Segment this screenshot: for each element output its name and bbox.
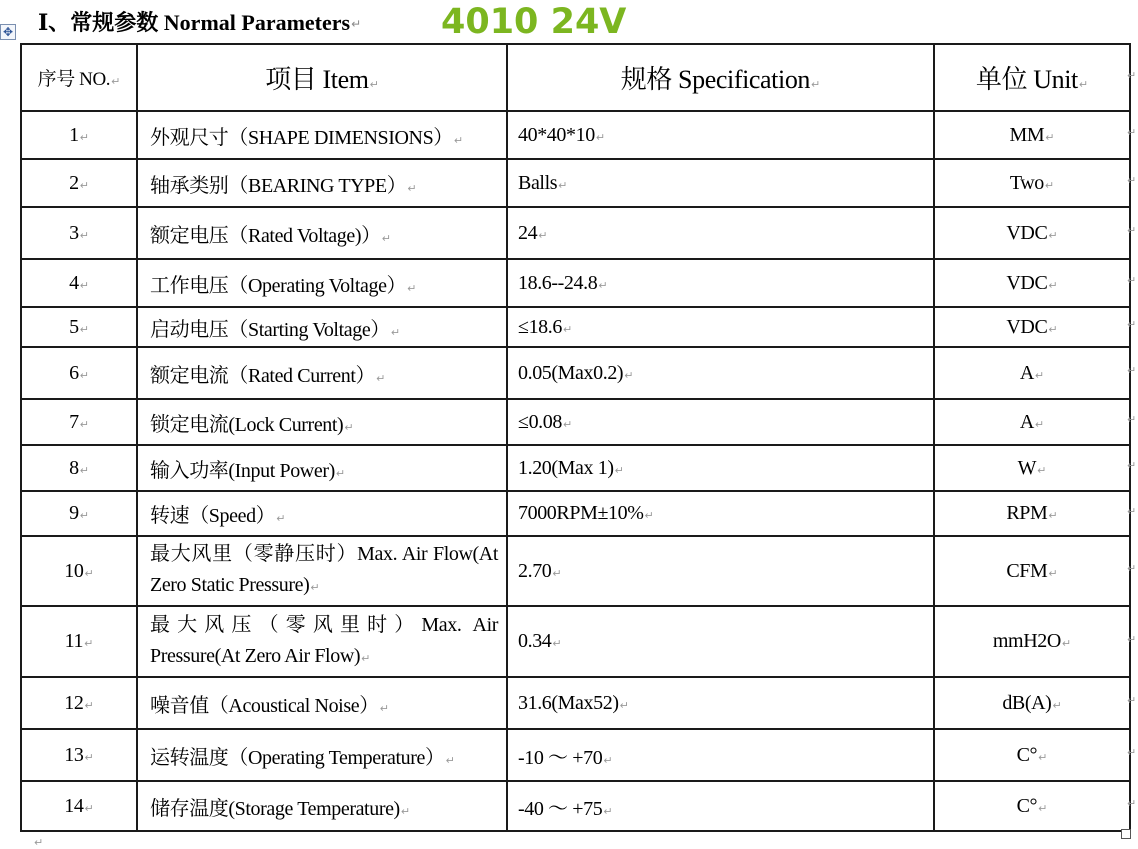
paragraph-mark-icon: ↵ — [1038, 750, 1048, 764]
row-item-text: 启动电压（Starting Voltage） — [150, 318, 390, 341]
row-unit-cell — [934, 347, 1130, 399]
paragraph-mark-icon: ↵ — [552, 566, 562, 580]
row-spec-text: 7000RPM±10% — [518, 502, 644, 524]
row-spec-text: ≤18.6 — [518, 315, 562, 338]
row-item-cell — [137, 399, 507, 445]
paragraph-mark-icon: ↵ — [79, 509, 89, 522]
row-item-text: 锁定电流(Lock Current) — [150, 413, 344, 436]
row-no-cell — [21, 445, 137, 491]
row-unit-cell — [934, 207, 1130, 259]
paragraph-mark-icon: ↵ — [1127, 746, 1137, 759]
row-no-text: 1 — [69, 123, 79, 146]
row-item-cell — [137, 445, 507, 491]
paragraph-mark-icon: ↵ — [1127, 632, 1137, 646]
row-spec-text: 0.34 — [518, 630, 552, 652]
paragraph-mark-icon: ↵ — [1127, 797, 1137, 810]
paragraph-mark-icon: ↵ — [407, 181, 417, 195]
row-no-cell — [21, 677, 137, 729]
row-unit-cell — [934, 491, 1130, 536]
paragraph-mark-icon: ↵ — [1127, 68, 1137, 82]
row-no-cell — [21, 307, 137, 347]
row-item-text: 轴承类别（BEARING TYPE） — [150, 174, 407, 197]
row-item-cell — [137, 111, 507, 159]
row-item-text: 储存温度(Storage Temperature) — [150, 797, 400, 820]
paragraph-mark-icon: ↵ — [79, 463, 89, 477]
row-item-cell — [137, 159, 507, 207]
paragraph-mark-icon: ↵ — [1038, 801, 1048, 815]
row-no-text: 8 — [69, 456, 79, 479]
paragraph-mark-icon: ↵ — [453, 133, 464, 147]
row-item-text: 最大风压（零风里时）Max. Air Pressure(At Zero Air Flow)↵ — [150, 613, 498, 667]
paragraph-mark-icon: ↵ — [1052, 698, 1062, 712]
row-item-cell — [137, 729, 507, 781]
row-unit-text: CFM — [1006, 559, 1048, 582]
paragraph-mark-icon: ↵ — [1048, 566, 1058, 580]
row-unit-text: Two — [1009, 171, 1044, 194]
paragraph-mark-icon: ↵ — [79, 130, 89, 144]
table-row — [21, 491, 1130, 536]
paragraph-mark-icon: ↵ — [310, 581, 320, 594]
row-no-text: 9 — [69, 502, 79, 524]
parameters-table — [20, 43, 1131, 832]
row-unit-cell — [934, 111, 1130, 159]
paragraph-mark-icon: ↵ — [1127, 504, 1137, 518]
row-spec-cell — [507, 491, 934, 536]
row-spec-cell — [507, 536, 934, 606]
row-unit-cell — [934, 729, 1130, 781]
paragraph-mark-icon: ↵ — [1127, 364, 1137, 377]
table-row — [21, 445, 1130, 491]
row-no-text: 13 — [64, 743, 84, 766]
row-spec-text: ≤0.08 — [518, 410, 562, 433]
section-title: Ⅰ、常规参数 Normal Parameters — [38, 9, 351, 35]
table-row — [21, 307, 1130, 347]
paragraph-mark-icon: ↵ — [79, 228, 89, 242]
paragraph-mark-icon: ↵ — [1127, 174, 1137, 187]
row-spec-cell — [507, 606, 934, 677]
paragraph-mark-icon: ↵ — [79, 278, 89, 292]
row-item-text: 运转温度（Operating Temperature） — [150, 746, 445, 769]
row-no-cell — [21, 729, 137, 781]
paragraph-mark-icon: ↵ — [1034, 368, 1045, 382]
paragraph-mark-icon: ↵ — [79, 322, 89, 336]
paragraph-mark-icon: ↵ — [390, 325, 401, 339]
row-unit-text: W — [1017, 456, 1037, 479]
header-spec: 规格 Specification↵ — [507, 44, 934, 111]
row-spec-text: 2.70 — [518, 559, 552, 582]
paragraph-mark-icon: ↵ — [351, 17, 362, 31]
paragraph-mark-icon: ↵ — [1127, 694, 1137, 707]
row-item-text: 最大风里（零静压时）Max. Air Flow(At Zero Static Pressure)↵ — [150, 543, 498, 596]
paragraph-mark-icon: ↵ — [445, 753, 455, 767]
paragraph-mark-icon: ↵ — [1127, 126, 1137, 139]
row-item-cell — [137, 307, 507, 347]
paragraph-mark-icon: ↵ — [562, 322, 573, 336]
row-spec-text: 40*40*10 — [518, 123, 595, 146]
row-item-text: 输入功率(Input Power) — [150, 459, 335, 482]
table-row — [21, 259, 1130, 307]
row-spec-text: Balls — [518, 171, 558, 194]
row-item-cell — [137, 781, 507, 831]
paragraph-mark-icon: ↵ — [552, 637, 562, 650]
row-unit-text: VDC — [1006, 315, 1048, 338]
row-no-cell — [21, 111, 137, 159]
row-no-text: 3 — [69, 221, 79, 244]
table-resize-icon[interactable] — [1121, 829, 1131, 839]
row-spec-text: -40 ～ +75 — [518, 797, 603, 820]
paragraph-mark-icon: ↵ — [400, 804, 411, 818]
row-no-cell — [21, 536, 137, 606]
row-spec-text: 0.05(Max0.2) — [518, 361, 624, 384]
paragraph-mark-icon: ↵ — [624, 368, 634, 382]
paragraph-mark-icon: ↵ — [1048, 509, 1058, 522]
paragraph-mark-icon: ↵ — [603, 804, 613, 818]
row-no-cell — [21, 259, 137, 307]
paragraph-mark-icon: ↵ — [1127, 562, 1137, 575]
paragraph-mark-icon: ↵ — [1044, 178, 1055, 192]
paragraph-mark-icon: ↵ — [1061, 637, 1072, 650]
row-unit-cell — [934, 781, 1130, 831]
paragraph-mark-icon: ↵ — [276, 512, 286, 525]
header-no: 序号 NO.↵ — [21, 44, 137, 111]
row-spec-cell — [507, 781, 934, 831]
row-item-cell — [137, 347, 507, 399]
row-no-cell — [21, 399, 137, 445]
row-item-cell — [137, 207, 507, 259]
row-no-cell — [21, 159, 137, 207]
paragraph-mark-icon: ↵ — [79, 178, 89, 192]
row-unit-cell — [934, 677, 1130, 729]
row-spec-text: 31.6(Max52) — [518, 691, 619, 714]
paragraph-mark-icon: ↵ — [1048, 322, 1058, 336]
row-unit-text: C° — [1016, 743, 1038, 766]
row-unit-cell — [934, 399, 1130, 445]
row-no-cell — [21, 491, 137, 536]
table-row — [21, 399, 1130, 445]
row-spec-text: 18.6--24.8 — [518, 271, 598, 294]
paragraph-mark-icon: ↵ — [644, 509, 654, 522]
paragraph-mark-icon: ↵ — [84, 566, 94, 580]
table-row — [21, 347, 1130, 399]
paragraph-mark-icon: ↵ — [1048, 278, 1058, 292]
row-no-text: 5 — [69, 315, 79, 338]
row-item-cell — [137, 606, 507, 677]
table-move-icon[interactable]: ✥ — [0, 24, 16, 40]
row-item-text: 转速（Speed） — [150, 505, 276, 527]
row-no-text: 11 — [64, 630, 84, 652]
row-unit-text: RPM — [1006, 502, 1048, 524]
paragraph-mark-icon: ↵ — [1127, 224, 1137, 237]
paragraph-mark-icon: ↵ — [619, 698, 629, 712]
table-row — [21, 111, 1130, 159]
paragraph-mark-icon: ↵ — [379, 701, 390, 715]
paragraph-mark-icon: ↵ — [1127, 413, 1137, 426]
row-no-text: 7 — [69, 410, 79, 433]
row-spec-cell — [507, 159, 934, 207]
table-row — [21, 729, 1130, 781]
row-unit-text: VDC — [1006, 271, 1048, 294]
row-no-cell — [21, 781, 137, 831]
row-no-cell — [21, 606, 137, 677]
section-heading — [38, 4, 361, 38]
row-item-text: 额定电压（Rated Voltage)） — [150, 224, 381, 247]
row-unit-cell — [934, 606, 1130, 677]
row-unit-text: dB(A) — [1002, 691, 1052, 714]
row-unit-cell — [934, 536, 1130, 606]
table-header-row — [21, 44, 1130, 111]
paragraph-mark-icon: ↵ — [335, 466, 346, 480]
row-unit-text: VDC — [1006, 221, 1048, 244]
paragraph-mark-icon: ↵ — [344, 420, 354, 434]
paragraph-mark-icon: ↵ — [407, 281, 417, 295]
row-no-cell — [21, 207, 137, 259]
row-spec-cell — [507, 399, 934, 445]
row-item-text: 工作电压（Operating Voltage） — [150, 274, 407, 297]
header-item: 项目 Item↵ — [137, 44, 507, 111]
row-unit-text: A — [1019, 410, 1034, 433]
row-unit-cell — [934, 159, 1130, 207]
row-item-cell — [137, 677, 507, 729]
row-spec-cell — [507, 445, 934, 491]
row-spec-cell — [507, 729, 934, 781]
paragraph-mark-icon: ↵ — [558, 178, 568, 192]
paragraph-mark-icon: ↵ — [84, 698, 94, 712]
row-spec-cell — [507, 307, 934, 347]
row-item-text: 外观尺寸（SHAPE DIMENSIONS） — [150, 126, 453, 149]
row-item-text: 额定电流（Rated Current） — [150, 364, 376, 387]
row-spec-cell — [507, 259, 934, 307]
table-row — [21, 606, 1130, 677]
paragraph-mark-icon: ↵ — [1037, 463, 1047, 477]
row-unit-cell — [934, 307, 1130, 347]
row-spec-text: 1.20(Max 1) — [518, 456, 614, 479]
paragraph-mark-icon: ↵ — [562, 417, 573, 431]
row-spec-cell — [507, 347, 934, 399]
paragraph-mark-icon: ↵ — [1127, 274, 1137, 287]
paragraph-mark-icon: ↵ — [84, 801, 94, 815]
row-unit-cell — [934, 445, 1130, 491]
row-item-cell — [137, 491, 507, 536]
table-row — [21, 207, 1130, 259]
row-unit-text: C° — [1016, 794, 1038, 817]
paragraph-mark-icon: ↵ — [1127, 318, 1137, 331]
paragraph-mark-icon: ↵ — [361, 651, 370, 665]
paragraph-mark-icon: ↵ — [595, 130, 606, 144]
table-row — [21, 159, 1130, 207]
paragraph-mark-icon: ↵ — [84, 637, 94, 650]
row-item-text: 噪音值（Acoustical Noise） — [150, 694, 379, 717]
row-unit-text: mmH2O — [992, 630, 1061, 652]
paragraph-mark-icon: ↵ — [1045, 130, 1055, 144]
paragraph-mark-icon: ↵ — [84, 750, 94, 764]
row-no-text: 14 — [64, 794, 84, 817]
paragraph-mark-icon: ↵ — [538, 228, 548, 242]
paragraph-mark-icon: ↵ — [34, 836, 44, 849]
paragraph-mark-icon: ↵ — [381, 231, 391, 245]
row-no-cell — [21, 347, 137, 399]
paragraph-mark-icon: ↵ — [598, 278, 608, 292]
row-no-text: 4 — [69, 271, 79, 294]
paragraph-mark-icon: ↵ — [1034, 417, 1045, 431]
row-unit-text: MM — [1009, 123, 1045, 146]
row-item-cell — [137, 259, 507, 307]
paragraph-mark-icon: ↵ — [79, 368, 89, 382]
row-no-text: 10 — [64, 559, 84, 582]
paragraph-mark-icon: ↵ — [376, 371, 386, 385]
row-unit-cell — [934, 259, 1130, 307]
row-no-text: 2 — [69, 171, 79, 194]
paragraph-mark-icon: ↵ — [603, 753, 613, 767]
paragraph-mark-icon: ↵ — [1127, 459, 1137, 472]
row-spec-cell — [507, 677, 934, 729]
row-item-cell — [137, 536, 507, 606]
model-label: 4010 24V — [441, 2, 627, 42]
row-no-text: 6 — [69, 361, 79, 384]
row-spec-text: -10 ～ +70 — [518, 746, 603, 769]
header-unit: 单位 Unit↵ — [934, 44, 1130, 111]
paragraph-mark-icon: ↵ — [1048, 228, 1058, 242]
table-row — [21, 781, 1130, 831]
row-no-text: 12 — [64, 691, 84, 714]
paragraph-mark-icon: ↵ — [79, 417, 89, 431]
table-row — [21, 677, 1130, 729]
row-spec-text: 24 — [518, 221, 538, 244]
row-unit-text: A — [1019, 361, 1034, 384]
row-spec-cell — [507, 111, 934, 159]
paragraph-mark-icon: ↵ — [614, 463, 624, 477]
row-spec-cell — [507, 207, 934, 259]
table-row — [21, 536, 1130, 606]
